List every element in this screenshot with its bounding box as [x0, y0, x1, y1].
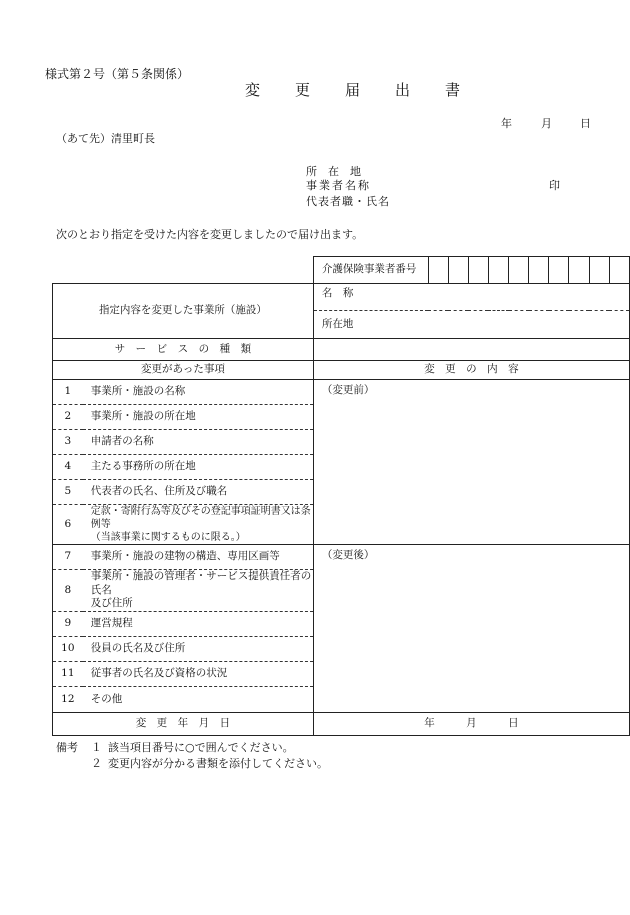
item-number[interactable]: 7	[53, 545, 83, 570]
after-change-label: （変更後）	[321, 549, 375, 561]
item-text: 事業所・施設の名称	[83, 380, 314, 405]
item-number[interactable]: 11	[53, 661, 83, 686]
provider-number-digit[interactable]	[549, 257, 569, 284]
item-text: 定款・寄附行為等及びその登記事項証明書又は条例等	[90, 506, 311, 530]
note-text: 変更内容が分かる書類を添付してください。	[108, 757, 328, 770]
item-number[interactable]: 1	[53, 380, 83, 405]
form-number: 様式第２号（第５条関係）	[45, 67, 190, 81]
provider-number-digit[interactable]	[509, 257, 529, 284]
item-text: 代表者の氏名、住所及び職名	[83, 480, 314, 505]
before-change-label: （変更前）	[321, 384, 375, 396]
provider-number-digit[interactable]	[448, 257, 468, 284]
item-text: 主たる事務所の所在地	[83, 455, 314, 480]
address-label: 所 在 地	[306, 165, 361, 178]
item-number[interactable]: 2	[53, 405, 83, 430]
item-text: その他	[83, 686, 314, 712]
note-text: 該当項目番号に○で囲んでください。	[108, 741, 294, 754]
provider-number-digit[interactable]	[428, 257, 448, 284]
item-number[interactable]: 9	[53, 611, 83, 636]
provider-number-digit[interactable]	[569, 257, 589, 284]
provider-number-digit[interactable]	[529, 257, 549, 284]
item-number[interactable]: 4	[53, 455, 83, 480]
provider-number-digit[interactable]	[488, 257, 508, 284]
provider-number-label: 介護保険事業者番号	[313, 257, 428, 284]
change-content-header: 変 更 の 内 容	[313, 361, 629, 380]
changed-items-header: 変更があった事項	[53, 361, 314, 380]
provider-number-digit[interactable]	[609, 257, 629, 284]
item-number[interactable]: 12	[53, 686, 83, 712]
item-text: 申請者の名称	[83, 430, 314, 455]
item-number[interactable]: 10	[53, 636, 83, 661]
addressee: （あて先）清里町長	[56, 132, 155, 145]
item-text: 役員の氏名及び住所	[83, 636, 314, 661]
representative-label: 代表者職・氏名	[306, 195, 390, 208]
change-date-label: 変 更 年 月 日	[53, 712, 314, 735]
item-text-cont: 及び住所	[90, 597, 133, 610]
document-title: 変 更 届 出 書	[245, 81, 471, 99]
date-month-label[interactable]: 月	[541, 117, 552, 130]
seal-mark: 印	[549, 179, 560, 192]
note-number: １	[91, 741, 102, 754]
date-day-label[interactable]: 日	[580, 117, 591, 130]
notes-label: 備考	[56, 741, 78, 754]
item-number[interactable]: 8	[53, 570, 83, 612]
facility-location-field[interactable]	[313, 311, 629, 339]
item-text: 事業所・施設の管理者・サービス提供責任者の氏名	[90, 570, 312, 596]
provider-number-digit[interactable]	[468, 257, 488, 284]
item-number[interactable]: 6	[53, 505, 83, 545]
facility-name-field[interactable]	[313, 284, 629, 311]
facility-label: 指定内容を変更した事業所（施設）	[53, 284, 314, 339]
facility-name-label: 名 称	[321, 287, 354, 299]
item-number[interactable]: 3	[53, 430, 83, 455]
item-text: 事業所・施設の所在地	[83, 405, 314, 430]
service-type-label: サ ー ビ ス の 種 類	[53, 339, 314, 361]
after-change-field[interactable]	[313, 545, 629, 713]
item-text-multiline	[83, 505, 314, 545]
item-text: 事業所・施設の建物の構造、専用区画等	[83, 545, 314, 570]
date-year-label[interactable]: 年	[501, 117, 512, 130]
item-text: 運営規程	[83, 611, 314, 636]
before-change-field[interactable]	[313, 380, 629, 545]
item-text-multiline	[83, 570, 314, 612]
change-notification-table	[52, 256, 630, 736]
item-number[interactable]: 5	[53, 480, 83, 505]
facility-location-label: 所在地	[321, 317, 354, 330]
business-name-label: 事業者名称	[306, 179, 371, 192]
note-number: ２	[91, 757, 102, 770]
provider-number-digit[interactable]	[589, 257, 609, 284]
change-date-field[interactable]: 年 月 日	[313, 712, 629, 735]
item-text-note: （当該事業に関するものに限る。）	[90, 532, 246, 543]
item-text: 従事者の氏名及び資格の状況	[83, 661, 314, 686]
service-type-field[interactable]	[313, 339, 629, 361]
intro-text: 次のとおり指定を受けた内容を変更しましたので届け出ます。	[56, 228, 364, 241]
